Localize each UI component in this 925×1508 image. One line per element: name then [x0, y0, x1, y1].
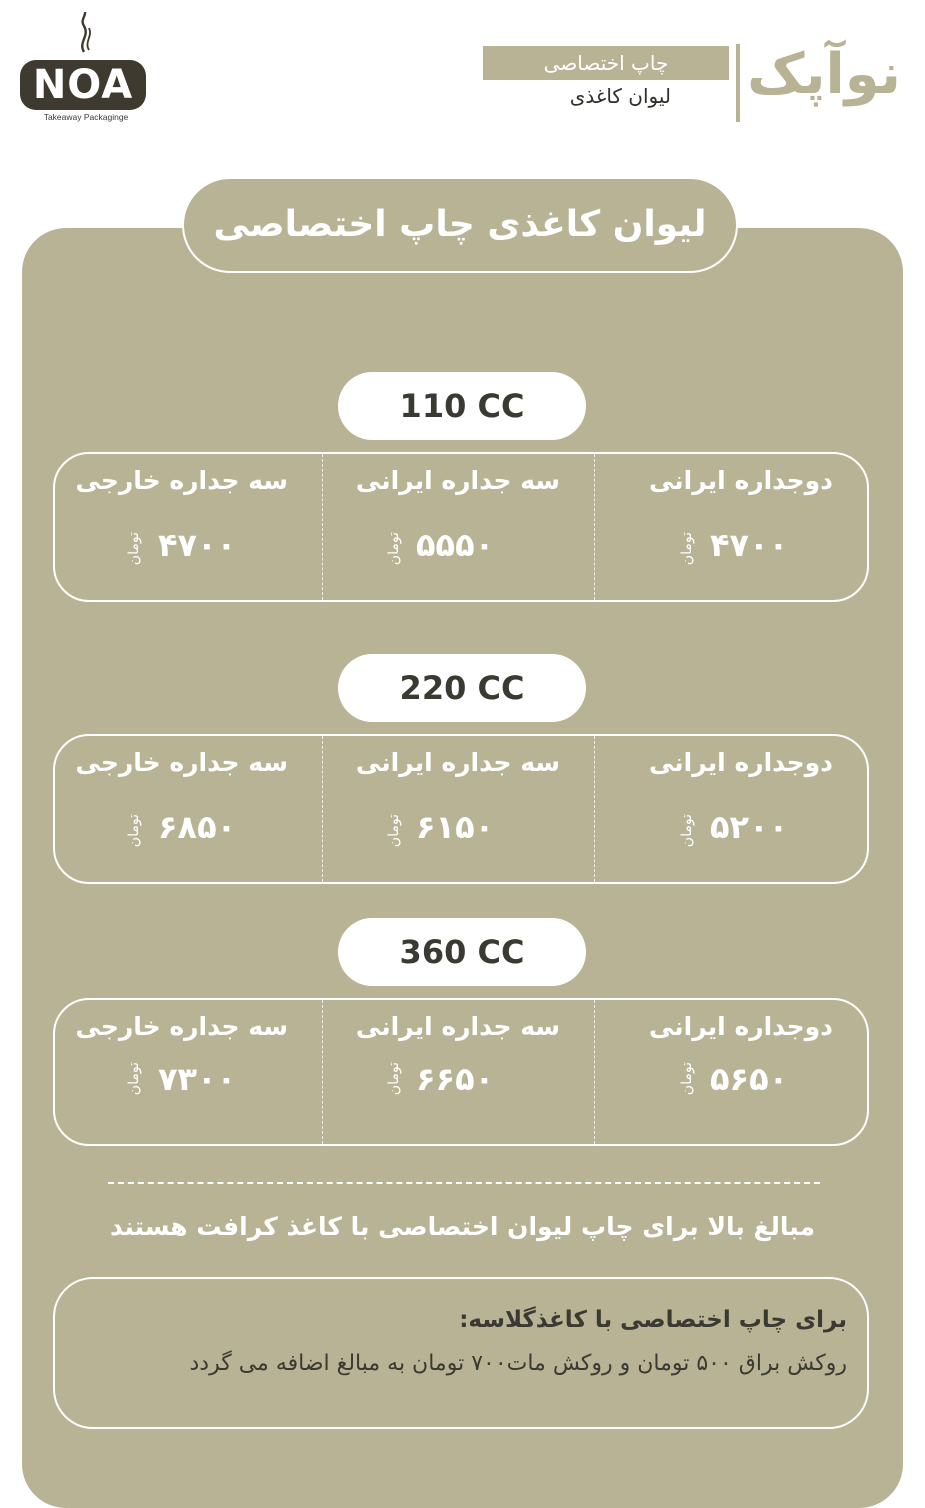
currency-label: تومان [386, 532, 402, 566]
price-row-360 [53, 998, 869, 1146]
price-cell [322, 1000, 595, 1144]
glossy-note-title: برای چاپ اختصاصی با کاغذگلاسه: [459, 1307, 847, 1333]
glossy-note-box [53, 1277, 869, 1429]
noa-logo [20, 12, 148, 122]
cup-type-label: سه جداره ایرانی [355, 1012, 560, 1041]
price-value: ۴۷۰۰ [710, 526, 789, 564]
currency-label: تومان [386, 814, 402, 848]
logo-wordmark: NOA [20, 60, 146, 110]
price-cell [322, 454, 595, 600]
size-badge-220: 220 CC [338, 654, 586, 722]
price-cell [595, 736, 867, 882]
price-cell [595, 454, 867, 600]
brand-name: نوآپک [747, 42, 901, 107]
price-cell [50, 736, 323, 882]
currency-label: تومان [386, 1062, 402, 1096]
price-value: ۶۱۵۰ [416, 808, 495, 846]
price-value: ۷۳۰۰ [158, 1060, 237, 1098]
logo-tagline: Takeaway Packaginge [43, 112, 129, 122]
cup-type-label: دوجداره ایرانی [648, 748, 833, 777]
size-badge-110: 110 CC [338, 372, 586, 440]
cup-type-label: سه جداره خارجی [75, 748, 288, 777]
price-value: ۶۸۵۰ [158, 808, 237, 846]
header-divider [736, 44, 740, 122]
steam-icon [78, 12, 94, 54]
price-value: ۶۶۵۰ [416, 1060, 495, 1098]
subtitle-text: لیوان کاغذی [569, 84, 671, 108]
cup-type-label: دوجداره ایرانی [648, 1012, 833, 1041]
glossy-note-body: روکش براق ۵۰۰ تومان و روکش مات۷۰۰ تومان به مبالغ اضافه می گردد [189, 1351, 847, 1376]
price-row-110 [53, 452, 869, 602]
currency-label: تومان [126, 532, 142, 566]
size-badge-360: 360 CC [338, 918, 586, 986]
price-value: ۵۲۰۰ [710, 808, 789, 846]
dashed-divider [108, 1182, 820, 1184]
currency-label: تومان [679, 1062, 695, 1096]
subtitle-bar: چاپ اختصاصی [483, 46, 729, 80]
currency-label: تومان [126, 1062, 142, 1096]
cup-type-label: دوجداره ایرانی [648, 466, 833, 495]
price-value: ۵۶۵۰ [710, 1060, 789, 1098]
currency-label: تومان [126, 814, 142, 848]
price-cell [595, 1000, 867, 1144]
cup-type-label: سه جداره ایرانی [355, 748, 560, 777]
kraft-note: مبالغ بالا برای چاپ لیوان اختصاصی با کاغذ کرافت هستند [110, 1212, 815, 1241]
price-cell [50, 1000, 323, 1144]
price-row-220 [53, 734, 869, 884]
cup-type-label: سه جداره خارجی [75, 1012, 288, 1041]
price-cell [50, 454, 323, 600]
currency-label: تومان [679, 814, 695, 848]
cup-type-label: سه جداره ایرانی [355, 466, 560, 495]
page-title: لیوان کاغذی چاپ اختصاصی [182, 177, 738, 273]
price-cell [322, 736, 595, 882]
price-value: ۵۵۵۰ [416, 526, 495, 564]
cup-type-label: سه جداره خارجی [75, 466, 288, 495]
price-value: ۴۷۰۰ [158, 526, 237, 564]
currency-label: تومان [679, 532, 695, 566]
